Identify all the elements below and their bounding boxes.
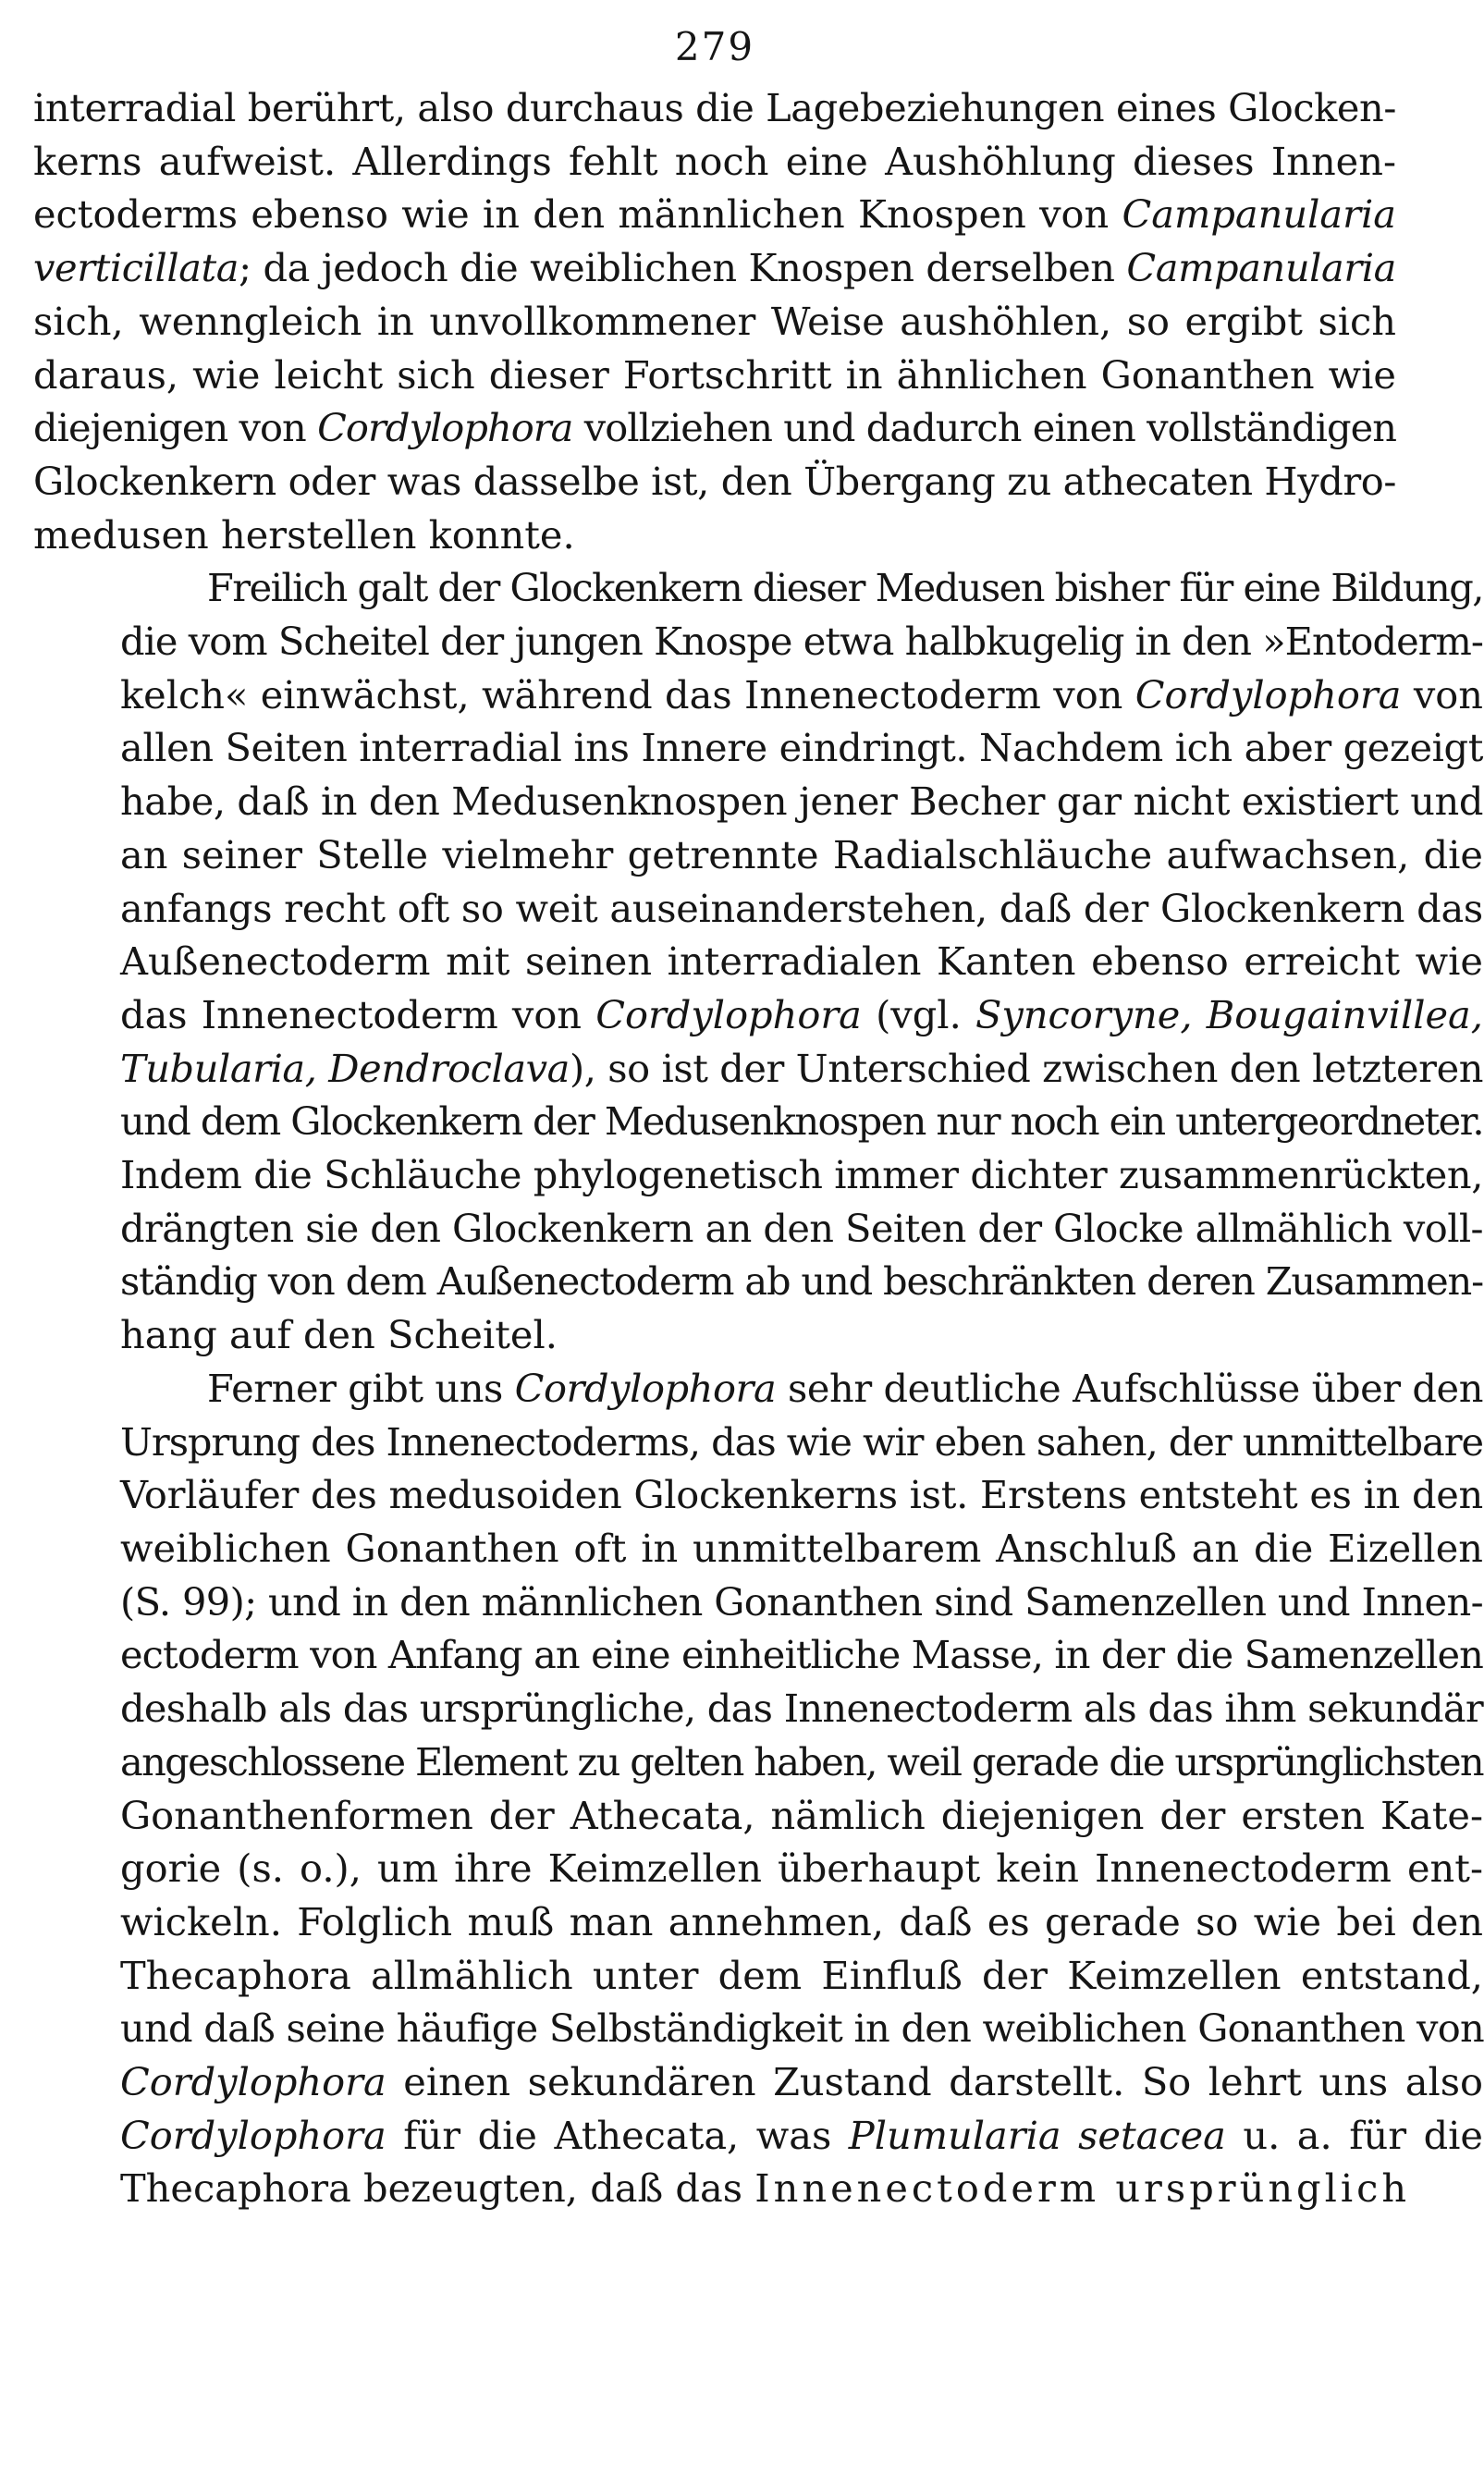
paragraph-1 bbox=[33, 81, 1396, 561]
text-segment: angeschlossene Element zu gelten haben, weil gerade die ursprünglichsten bbox=[120, 1738, 1483, 1784]
text-segment: diejenigen von bbox=[33, 405, 318, 451]
text-segment: Glockenkern oder was dasselbe ist, den Übergang zu athecaten Hydro- bbox=[33, 458, 1396, 504]
text-segment: Innenectoderm ursprünglich bbox=[754, 2165, 1411, 2212]
text-line bbox=[33, 882, 1483, 936]
text-line bbox=[33, 2002, 1484, 2055]
text-line bbox=[33, 509, 1396, 562]
text-segment: Ursprung des Innenectoderms, das wie wir eben sahen, der unmittelbare bbox=[120, 1418, 1483, 1465]
italic-term: Syncoryne, Bougainvillea, bbox=[975, 991, 1483, 1037]
text-segment: Vorläufer des medusoiden Glockenkerns ist. Erstens entsteht es in den bbox=[120, 1472, 1484, 1518]
italic-term: Campanularia bbox=[1126, 245, 1397, 291]
text-line bbox=[33, 241, 1396, 295]
italic-term: Tubularia, Dendroclava bbox=[120, 1045, 570, 1091]
text-line bbox=[33, 1949, 1483, 2003]
text-segment: ; da jedoch die weiblichen Knospen derselben bbox=[239, 245, 1127, 291]
text-segment: ectoderm von Anfang an eine einheitliche Masse, in der die Samenzellen bbox=[120, 1632, 1484, 1678]
text-line bbox=[33, 1202, 1483, 1256]
text-line bbox=[33, 1576, 1483, 1629]
text-segment: drängten sie den Glockenkern an den Seiten der Glocke allmählich voll- bbox=[120, 1205, 1483, 1251]
italic-term: Cordylophora bbox=[595, 991, 862, 1037]
text-line bbox=[33, 295, 1396, 349]
text-line bbox=[33, 1308, 1396, 1362]
text-segment: ), so ist der Unterschied zwischen den letzteren bbox=[569, 1045, 1483, 1091]
text-segment: u. a. für die bbox=[1225, 2112, 1483, 2158]
text-line bbox=[33, 1095, 1483, 1148]
text-segment: vollziehen und dadurch einen vollständigen bbox=[572, 405, 1396, 451]
text-segment: das Innenectoderm von bbox=[120, 991, 596, 1037]
text-segment: habe, daß in den Medusenknospen jener Becher gar nicht existiert und bbox=[120, 779, 1483, 825]
text-line bbox=[33, 1468, 1484, 1522]
italic-term: Cordylophora bbox=[514, 1365, 777, 1411]
text-segment: Indem die Schläuche phylogenetisch immer dichter zusammenrückten, bbox=[120, 1152, 1484, 1198]
text-line bbox=[33, 2055, 1483, 2109]
text-segment: medusen herstellen konnte. bbox=[33, 511, 575, 558]
text-segment: Gonanthenformen der Athecata, nämlich diejenigen der ersten Kate- bbox=[120, 1792, 1483, 1838]
text-segment: ständig von dem Außenectoderm ab und beschränkten deren Zusammen- bbox=[120, 1258, 1484, 1305]
italic-term: Cordylophora bbox=[1134, 671, 1402, 717]
text-line bbox=[33, 2162, 1411, 2215]
text-line bbox=[33, 1416, 1483, 1469]
text-segment: Thecaphora allmählich unter dem Einfluß der Keimzellen entstand, bbox=[120, 1952, 1483, 1998]
text-segment: Freilich galt der Glockenkern dieser Medusen bisher für eine Bildung, bbox=[207, 565, 1483, 611]
text-line bbox=[33, 349, 1396, 402]
text-segment: kerns aufweist. Allerdings fehlt noch eine Aushöhlung dieses Innen- bbox=[33, 138, 1396, 184]
text-segment: für die Athecata, was bbox=[386, 2112, 849, 2158]
text-line bbox=[33, 828, 1483, 882]
text-segment: weiblichen Gonanthen oft in unmittelbarem Anschluß an die Eizellen bbox=[120, 1525, 1483, 1571]
text-line bbox=[33, 935, 1483, 988]
italic-term: Cordylophora bbox=[120, 2112, 386, 2158]
text-segment: interradial berührt, also durchaus die Lagebeziehungen eines Glocken- bbox=[33, 85, 1396, 130]
text-line bbox=[33, 1735, 1483, 1789]
text-line bbox=[33, 1042, 1483, 1096]
text-line bbox=[33, 1682, 1483, 1735]
text-line bbox=[33, 188, 1396, 241]
text-line bbox=[33, 1522, 1483, 1576]
text-line bbox=[33, 561, 1483, 615]
paragraph-2 bbox=[33, 561, 1484, 1362]
text-line bbox=[33, 135, 1396, 189]
text-segment: Thecaphora bezeugten, daß das bbox=[120, 2165, 755, 2212]
italic-term: Cordylophora bbox=[317, 405, 573, 451]
body-text bbox=[33, 81, 1484, 2215]
text-line bbox=[33, 401, 1396, 455]
text-line bbox=[33, 1895, 1484, 1949]
text-segment: wickeln. Folglich muß man annehmen, daß es gerade so wie bei den bbox=[120, 1898, 1484, 1944]
text-segment: und daß seine häufige Selbständigkeit in den weiblichen Gonanthen von bbox=[120, 2005, 1484, 2052]
text-segment: ectoderms ebenso wie in den männlichen Knospen von bbox=[33, 191, 1122, 238]
text-segment: Außenectoderm mit seinen interradialen Kanten ebenso erreicht wie bbox=[120, 938, 1483, 985]
page-number: 279 bbox=[674, 24, 755, 69]
text-segment: hang auf den Scheitel. bbox=[120, 1312, 558, 1358]
text-line bbox=[33, 1255, 1484, 1308]
text-segment: einen sekundären Zustand darstellt. So lehrt uns also bbox=[386, 2059, 1483, 2105]
text-line bbox=[33, 2109, 1483, 2163]
text-segment: (S. 99); und in den männlichen Gonanthen sind Samenzellen und Innen- bbox=[120, 1578, 1483, 1625]
paragraph-3 bbox=[33, 1362, 1484, 2215]
text-segment: und dem Glockenkern der Medusenknospen nur noch ein untergeordneter. bbox=[120, 1098, 1483, 1145]
text-segment: die vom Scheitel der jungen Knospe etwa halbkugelig in den »Entoderm- bbox=[120, 619, 1483, 665]
text-segment: allen Seiten interradial ins Innere eindringt. Nachdem ich aber gezeigt bbox=[120, 725, 1484, 771]
text-line bbox=[33, 1628, 1484, 1682]
text-segment: Ferner gibt uns bbox=[207, 1365, 515, 1411]
text-segment: kelch« einwächst, während das Innenectoderm von bbox=[120, 671, 1135, 717]
text-line bbox=[33, 615, 1483, 668]
text-line bbox=[33, 988, 1483, 1042]
text-line bbox=[33, 81, 1396, 135]
text-segment: sehr deutliche Aufschlüsse über den bbox=[776, 1365, 1483, 1411]
text-line bbox=[33, 1148, 1484, 1202]
text-segment: deshalb als das ursprüngliche, das Innenectoderm als das ihm sekundär bbox=[120, 1686, 1483, 1732]
italic-term: verticillata bbox=[33, 245, 239, 291]
italic-term: Cordylophora bbox=[120, 2059, 386, 2105]
text-segment: von bbox=[1401, 671, 1483, 717]
text-line bbox=[33, 455, 1396, 509]
italic-term: Plumularia setacea bbox=[848, 2112, 1226, 2158]
text-line bbox=[33, 1842, 1483, 1895]
text-line bbox=[33, 775, 1483, 828]
text-line bbox=[33, 1362, 1483, 1416]
text-line bbox=[33, 721, 1484, 775]
italic-term: Campanularia bbox=[1122, 191, 1396, 238]
text-segment: daraus, wie leicht sich dieser Fortschritt in ähnlichen Gonanthen wie bbox=[33, 351, 1396, 398]
text-line bbox=[33, 1789, 1483, 1843]
text-segment: an seiner Stelle vielmehr getrennte Radialschläuche aufwachsen, die bbox=[120, 831, 1483, 877]
text-segment: (vgl. bbox=[861, 991, 975, 1037]
text-segment: sich, wenngleich in unvollkommener Weise aushöhlen, so ergibt sich bbox=[33, 298, 1396, 344]
text-line bbox=[33, 668, 1483, 722]
text-segment: anfangs recht oft so weit auseinanderstehen, daß der Glockenkern das bbox=[120, 885, 1483, 931]
text-segment: gorie (s. o.), um ihre Keimzellen überhaupt kein Innenectoderm ent- bbox=[120, 1846, 1483, 1892]
